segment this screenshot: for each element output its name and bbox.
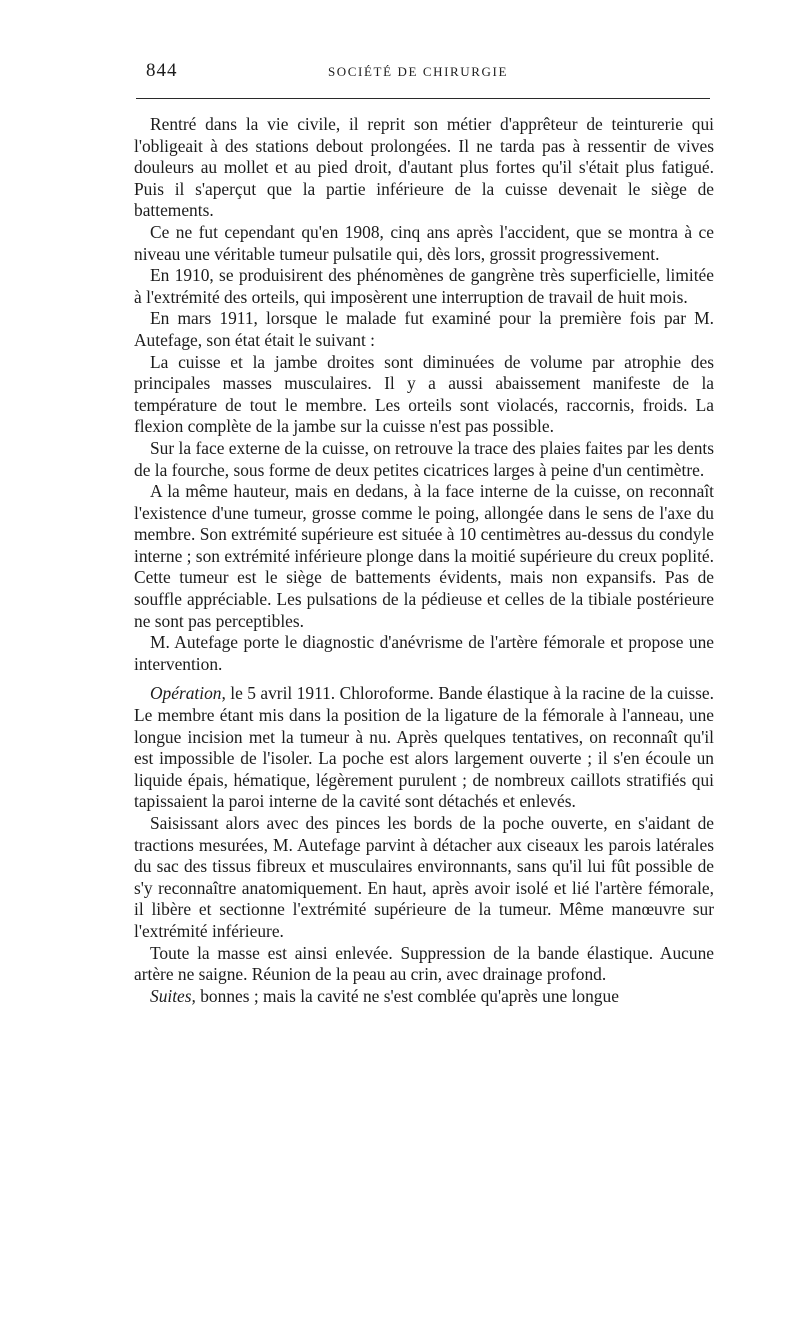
paragraph-text: La cuisse et la jambe droites sont diminuées de volume par atrophie des principales masses musculaires. Il y a aussi abaissement manifeste de la température de tout le membre. Les orteils sont violacés, raccornis, froids. La flexion complète de la jambe sur la cuisse n'est pas possible. (134, 351, 714, 437)
body-text (134, 114, 714, 1007)
paragraph-text: En mars 1911, lorsque le malade fut examiné pour la première fois par M. Autefage, son état était le suivant : (134, 308, 714, 350)
paragraph-text: Saisissant alors avec des pinces les bords de la poche ouverte, en s'aidant de tractions mesurées, M. Autefage parvint à détacher aux ciseaux les parois latérales du sac des tissus fibreux et musculaires environnants, sans qu'il lui fût possible de s'y reconnaître anatomiquement. En haut, après avoir isolé et lié l'artère fémorale, il libère et sectionne l'extrémité supérieure de la tumeur. Même manœuvre sur l'extrémité inférieure. (134, 813, 714, 941)
paragraph-text: Rentré dans la vie civile, il reprit son métier d'apprêteur de teinturerie qui l'obligeait à des stations debout prolongées. Il ne tarda pas à ressentir de vives douleurs au mollet et au pied droit, d'autant plus fortes qu'il s'était plus fatigué. Puis il s'aperçut que la partie inférieure de la cuisse devenait le siège de battements. (134, 114, 714, 221)
paragraph (134, 352, 714, 438)
paragraph (134, 481, 714, 632)
page-number: 844 (146, 60, 178, 81)
paragraph-lead: Suites, (150, 985, 196, 1006)
paragraph-text: Toute la masse est ainsi enlevée. Suppression de la bande élastique. Aucune artère ne saigne. Réunion de la peau au crin, avec drainage profond. (134, 942, 714, 985)
paragraph-text: M. Autefage porte le diagnostic d'anévrisme de l'artère fémorale et propose une intervention. (134, 632, 714, 674)
paragraph-text: A la même hauteur, mais en dedans, à la face interne de la cuisse, on reconnaît l'existence d'une tumeur, grosse comme le poing, allongée dans le sens de l'axe du membre. Son extrémité supérieure est située à 10 centimètres au-dessus du condyle interne ; son extrémité inférieure plonge dans la moitié supérieure du creux poplité. Cette tumeur est le siège de battements évidents, mais non expansifs. Pas de souffle appréciable. Les pulsations de la pédieuse et celles de la tibiale postérieure ne sont pas perceptibles. (134, 481, 714, 631)
paragraph (134, 683, 714, 813)
paragraph-text: le 5 avril 1911. Chloroforme. Bande élastique à la racine de la cuisse. Le membre étant mis dans la position de la ligature de la fémorale à l'anneau, une longue incision met la tumeur à nu. Après quelques tentatives, on reconnaît qu'il est impossible de l'isoler. La poche est alors largement ouverte ; il s'en écoule un liquide épais, hématique, légèrement purulent ; de nombreux caillots stratifiés qui tapissaient la paroi interne de la cavité sont détachés et enlevés. (134, 683, 714, 812)
paragraph (134, 986, 714, 1008)
paragraph-text: En 1910, se produisirent des phénomènes de gangrène très superficielle, limitée à l'extrémité des orteils, qui imposèrent une interruption de travail de huit mois. (134, 265, 714, 307)
paragraph-text: bonnes ; mais la cavité ne s'est comblée qu'après une longue (195, 985, 619, 1006)
paragraph-text: Sur la face externe de la cuisse, on retrouve la trace des plaies faites par les dents de la fourche, sous forme de deux petites cicatrices larges à peine d'un centimètre. (134, 437, 714, 480)
paragraph (134, 114, 714, 222)
paragraph-lead: Opération, (150, 683, 226, 704)
paragraph (134, 943, 714, 986)
paragraph (134, 265, 714, 308)
paragraph (134, 308, 714, 351)
running-head: SOCIÉTÉ DE CHIRURGIE (327, 64, 509, 79)
paragraph (134, 632, 714, 675)
page-header (124, 60, 712, 84)
header-rule (136, 98, 710, 99)
paragraph-text: Ce ne fut cependant qu'en 1908, cinq ans après l'accident, que se montra à ce niveau une véritable tumeur pulsatile qui, dès lors, grossit progressivement. (134, 221, 714, 264)
paragraph (134, 438, 714, 481)
paragraph (134, 813, 714, 943)
paragraph (134, 222, 714, 265)
